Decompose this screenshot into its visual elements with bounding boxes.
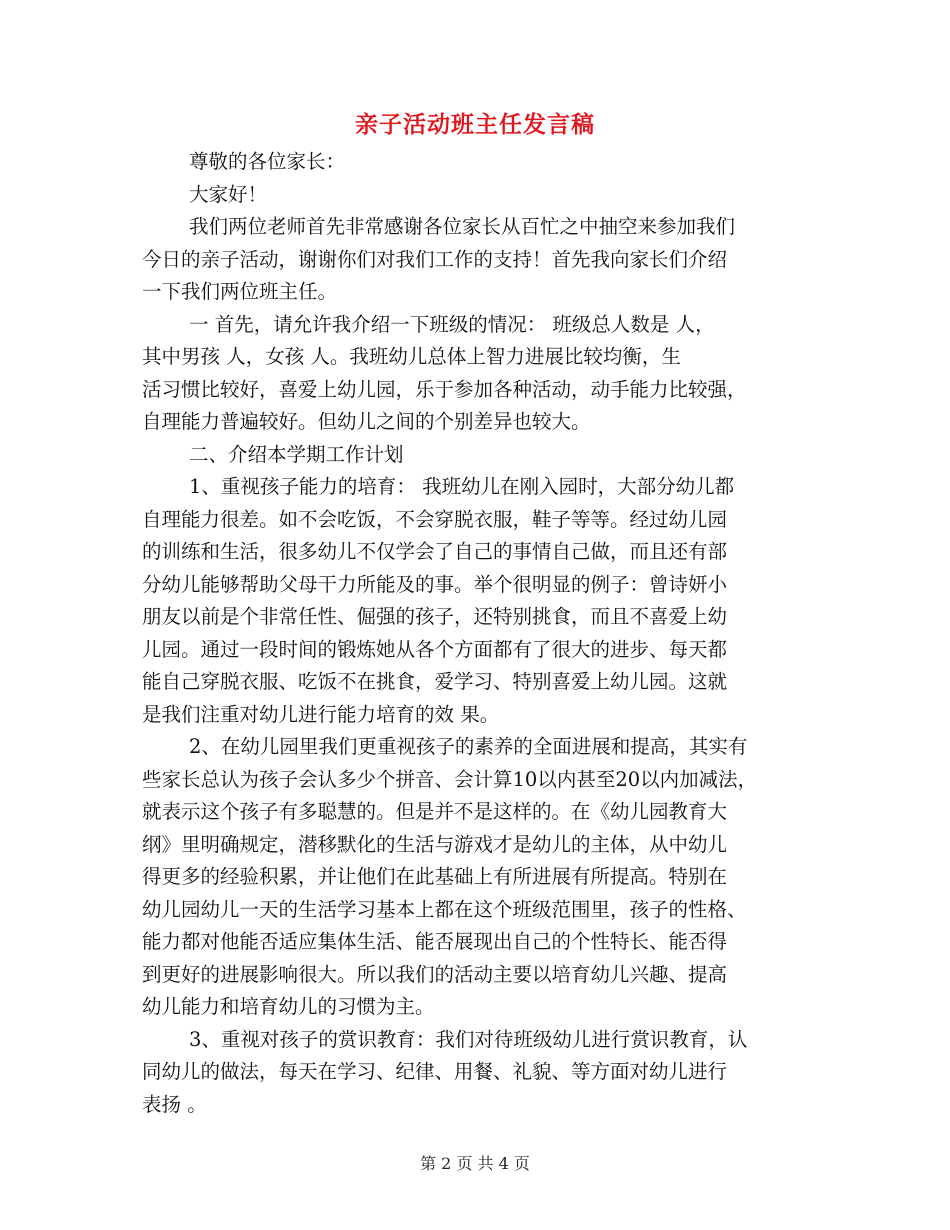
paragraph-line: 尊敬的各位家长： bbox=[189, 150, 346, 173]
paragraph-line: 自理能力普遍较好。但幼儿之间的个别差异也较大。 bbox=[142, 410, 591, 433]
paragraph-line: 能力都对他能否适应集体生活、能否展现出自己的个性特长、能否得 bbox=[142, 930, 728, 953]
paragraph-line: 朋友以前是个非常任性、倔强的孩子，还特别挑食，而且不喜爱上幼 bbox=[142, 605, 728, 628]
paragraph-line: 我们两位老师首先非常感谢各位家长从百忙之中抽空来参加我们 bbox=[189, 215, 736, 238]
paragraph-line: 是我们注重对幼儿进行能力培育的效 果。 bbox=[142, 702, 500, 726]
paragraph-line: 到更好的进展影响很大。所以我们的活动主要以培育幼儿兴趣、提高 bbox=[142, 962, 728, 986]
paragraph-line: 2、在幼儿园里我们更重视孩子的素养的全面进展和提高，其实有 bbox=[189, 735, 748, 758]
paragraph-line: 就表示这个孩子有多聪慧的。但是并不是这样的。在《幼儿园教育大 bbox=[142, 800, 728, 823]
paragraph-line: 同幼儿的做法，每天在学习、纪律、用餐、礼貌、等方面对幼儿进行 bbox=[142, 1060, 728, 1083]
page-footer: 第 2 页 共 4 页 bbox=[420, 1154, 530, 1173]
paragraph-line: 自理能力很差。如不会吃饭，不会穿脱衣服，鞋子等等。经过幼儿园 bbox=[142, 507, 728, 531]
paragraph-line: 纲》里明确规定，潜移默化的生活与游戏才是幼儿的主体，从中幼儿 bbox=[142, 832, 728, 856]
document-title: 亲子活动班主任发言稿 bbox=[355, 111, 595, 138]
paragraph-line: 得更多的经验积累，并让他们在此基础上有所进展有所提高。特别在 bbox=[142, 865, 728, 888]
paragraph-line: 的训练和生活，很多幼儿不仅学会了自己的事情自己做，而且还有部 bbox=[142, 540, 728, 563]
paragraph-line: 些家长总认为孩子会认多少个拼音、会计算10以内甚至20以内加减法， bbox=[142, 767, 758, 791]
paragraph-line: 幼儿园幼儿一天的生活学习基本上都在这个班级范围里，孩子的性格、 bbox=[142, 897, 747, 921]
paragraph-line: 大家好！ bbox=[189, 182, 268, 206]
paragraph-line: 其中男孩 人，女孩 人。我班幼儿总体上智力进展比较均衡，生 bbox=[142, 345, 681, 368]
paragraph-line: 1、重视孩子能力的培育： 我班幼儿在刚入园时，大部分幼儿都 bbox=[189, 475, 735, 498]
paragraph-line: 一 首先，请允许我介绍一下班级的情况： 班级总人数是 人， bbox=[189, 312, 715, 336]
paragraph-line: 儿园。通过一段时间的锻炼她从各个方面都有了很大的进步、每天都 bbox=[142, 637, 728, 661]
paragraph-line: 幼儿能力和培育幼儿的习惯为主。 bbox=[142, 995, 435, 1018]
paragraph-line: 能自己穿脱衣服、吃饭不在挑食，爱学习、特别喜爱上幼儿园。这就 bbox=[142, 670, 728, 693]
paragraph-line: 活习惯比较好，喜爱上幼儿园，乐于参加各种活动，动手能力比较强， bbox=[142, 377, 747, 401]
paragraph-line: 3、重视对孩子的赏识教育：我们对待班级幼儿进行赏识教育，认 bbox=[189, 1027, 748, 1051]
paragraph-line: 一下我们两位班主任。 bbox=[142, 280, 338, 303]
paragraph-line: 二、介绍本学期工作计划 bbox=[189, 442, 404, 466]
paragraph-line: 分幼儿能够帮助父母干力所能及的事。举个很明显的例子：曾诗妍小 bbox=[142, 572, 728, 596]
paragraph-line: 今日的亲子活动，谢谢你们对我们工作的支持！首先我向家长们介绍 bbox=[142, 247, 728, 271]
paragraph-line: 表扬 。 bbox=[142, 1092, 207, 1116]
